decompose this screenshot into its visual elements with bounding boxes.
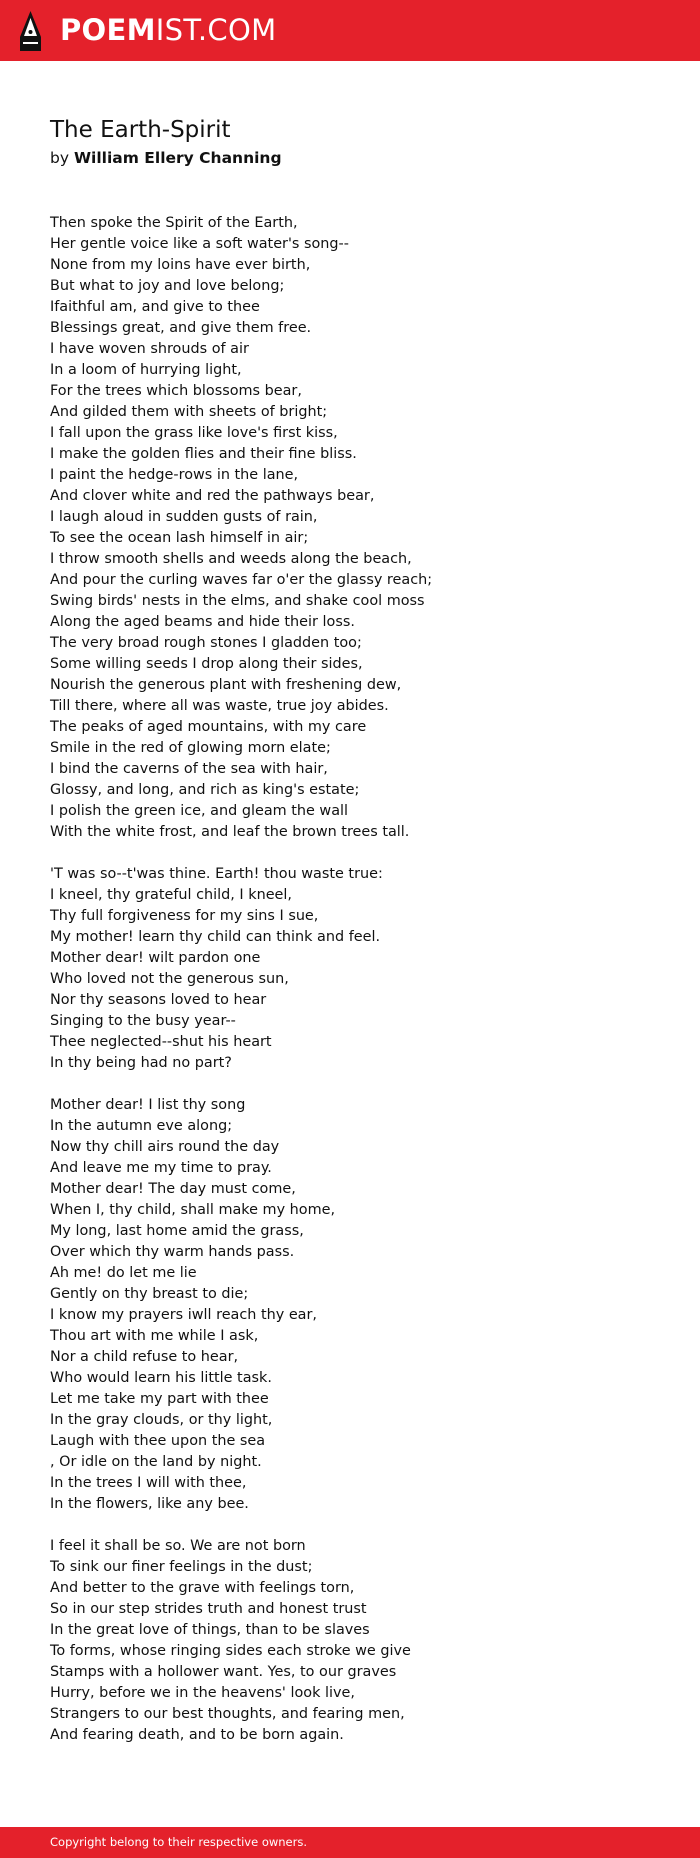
author-name: William Ellery Channing bbox=[73, 149, 282, 167]
poem-line: But what to joy and love belong; bbox=[50, 278, 285, 294]
poem-line: I laugh aloud in sudden gusts of rain, bbox=[50, 509, 318, 525]
poem-line: Stamps with a hollower want. Yes, to our graves bbox=[50, 1664, 397, 1680]
poem-line: Ifaithful am, and give to thee bbox=[50, 299, 260, 315]
poem-line: Her gentle voice like a soft water's song-- bbox=[50, 236, 349, 252]
poem-line: In the autumn eve along; bbox=[50, 1118, 233, 1134]
poem-line: Mother dear! I list thy song bbox=[50, 1097, 246, 1113]
poem-line: Hurry, before we in the heavens' look live, bbox=[50, 1685, 355, 1701]
poem-line: Mother dear! wilt pardon one bbox=[50, 950, 261, 966]
poem-line: Who loved not the generous sun, bbox=[50, 971, 289, 987]
poem-stanza bbox=[50, 213, 670, 843]
poem-line: I feel it shall be so. We are not born bbox=[50, 1538, 306, 1554]
copyright-notice: Copyright belong to their respective owners. bbox=[50, 1834, 308, 1849]
poem-line: With the white frost, and leaf the brown trees tall. bbox=[50, 824, 410, 840]
poem-line: I kneel, thy grateful child, I kneel, bbox=[50, 887, 292, 903]
poem-line: Nourish the generous plant with freshening dew, bbox=[50, 677, 402, 693]
poem-line: Till there, where all was waste, true joy abides. bbox=[50, 698, 389, 714]
poem-line: Then spoke the Spirit of the Earth, bbox=[50, 215, 298, 231]
poem-line: Over which thy warm hands pass. bbox=[50, 1244, 295, 1260]
poem-line: Swing birds' nests in the elms, and shake cool moss bbox=[50, 593, 425, 609]
poem-line: Thou art with me while I ask, bbox=[50, 1328, 259, 1344]
poem-line: Nor thy seasons loved to hear bbox=[50, 992, 267, 1008]
poem-line: Ah me! do let me lie bbox=[50, 1265, 197, 1281]
poem-line: In the flowers, like any bee. bbox=[50, 1496, 249, 1512]
logo-bold-text: POEM bbox=[60, 13, 156, 47]
poem-line: And leave me my time to pray. bbox=[50, 1160, 272, 1176]
poem-line: When I, thy child, shall make my home, bbox=[50, 1202, 336, 1218]
pen-nib-icon[interactable] bbox=[19, 10, 42, 52]
poem-line: I bind the caverns of the sea with hair, bbox=[50, 761, 328, 777]
poem-line: I have woven shrouds of air bbox=[50, 341, 249, 357]
poem-line: Smile in the red of glowing morn elate; bbox=[50, 740, 331, 756]
poem-line: 'T was so--t'was thine. Earth! thou waste true: bbox=[50, 866, 383, 882]
poem-line: In the gray clouds, or thy light, bbox=[50, 1412, 273, 1428]
poem-line: I paint the hedge-rows in the lane, bbox=[50, 467, 299, 483]
byline bbox=[50, 147, 670, 169]
poem-line: And clover white and red the pathways bear, bbox=[50, 488, 375, 504]
poem-line: And fearing death, and to be born again. bbox=[50, 1727, 344, 1743]
poem-line: Mother dear! The day must come, bbox=[50, 1181, 296, 1197]
poem-line: Singing to the busy year-- bbox=[50, 1013, 236, 1029]
poem-line: Thy full forgiveness for my sins I sue, bbox=[50, 908, 319, 924]
poem-line: Blessings great, and give them free. bbox=[50, 320, 312, 336]
poem-line: And better to the grave with feelings torn, bbox=[50, 1580, 355, 1596]
poem-line: I know my prayers iwll reach thy ear, bbox=[50, 1307, 317, 1323]
poem-line: And gilded them with sheets of bright; bbox=[50, 404, 328, 420]
poem-line: I polish the green ice, and gleam the wall bbox=[50, 803, 349, 819]
poem-line: The peaks of aged mountains, with my care bbox=[50, 719, 367, 735]
poem-line: In the great love of things, than to be slaves bbox=[50, 1622, 370, 1638]
poem-line: I make the golden flies and their fine bliss. bbox=[50, 446, 357, 462]
poem-line: Let me take my part with thee bbox=[50, 1391, 269, 1407]
site-logo[interactable] bbox=[60, 13, 277, 47]
poem-line: For the trees which blossoms bear, bbox=[50, 383, 302, 399]
poem-line: To see the ocean lash himself in air; bbox=[50, 530, 309, 546]
poem-stanza bbox=[50, 1095, 670, 1515]
byline-prefix: by bbox=[50, 149, 70, 167]
poem-line: So in our step strides truth and honest trust bbox=[50, 1601, 367, 1617]
poem-line: Gently on thy breast to die; bbox=[50, 1286, 249, 1302]
poem-line: My mother! learn thy child can think and feel. bbox=[50, 929, 381, 945]
poem-line: None from my loins have ever birth, bbox=[50, 257, 311, 273]
poem-body bbox=[50, 213, 670, 1746]
poem-line: In a loom of hurrying light, bbox=[50, 362, 242, 378]
poem-line: I throw smooth shells and weeds along the beach, bbox=[50, 551, 412, 567]
poem-line: Strangers to our best thoughts, and fearing men, bbox=[50, 1706, 405, 1722]
poem-line: To sink our finer feelings in the dust; bbox=[50, 1559, 313, 1575]
poem-line: In thy being had no part? bbox=[50, 1055, 232, 1071]
poem-line: And pour the curling waves far o'er the glassy reach; bbox=[50, 572, 433, 588]
poem-line: I fall upon the grass like love's first kiss, bbox=[50, 425, 338, 441]
poem-title: The Earth-Spirit bbox=[50, 117, 231, 143]
poem-line: Glossy, and long, and rich as king's estate; bbox=[50, 782, 360, 798]
poem-line: Who would learn his little task. bbox=[50, 1370, 272, 1386]
poem-line: Along the aged beams and hide their loss. bbox=[50, 614, 355, 630]
site-footer bbox=[0, 1827, 700, 1858]
poem-line: My long, last home amid the grass, bbox=[50, 1223, 304, 1239]
site-header bbox=[0, 0, 700, 61]
poem-line: To forms, whose ringing sides each stroke we give bbox=[50, 1643, 411, 1659]
poem-line: , Or idle on the land by night. bbox=[50, 1454, 262, 1470]
poem-stanza bbox=[50, 1536, 670, 1746]
poem-stanza bbox=[50, 864, 670, 1074]
poem-content bbox=[50, 116, 670, 1746]
poem-line: Now thy chill airs round the day bbox=[50, 1139, 280, 1155]
poem-line: Some willing seeds I drop along their sides, bbox=[50, 656, 363, 672]
logo-light-text: IST.COM bbox=[155, 13, 277, 47]
poem-line: In the trees I will with thee, bbox=[50, 1475, 247, 1491]
poem-line: Thee neglected--shut his heart bbox=[50, 1034, 272, 1050]
poem-line: Laugh with thee upon the sea bbox=[50, 1433, 266, 1449]
poem-line: The very broad rough stones I gladden too; bbox=[50, 635, 362, 651]
poem-line: Nor a child refuse to hear, bbox=[50, 1349, 239, 1365]
